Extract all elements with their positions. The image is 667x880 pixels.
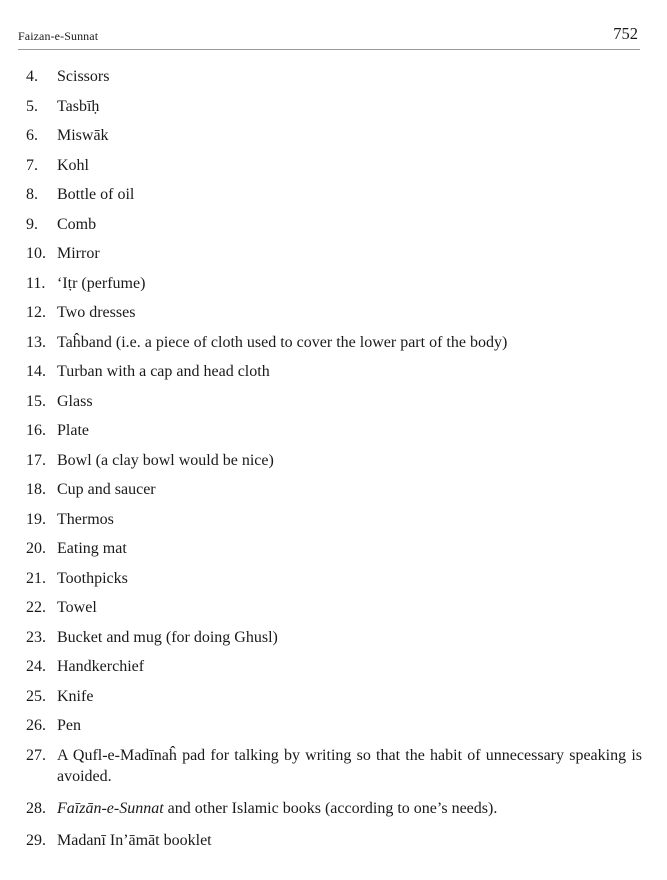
list-item [26,479,642,500]
item-number: 13. [26,333,46,351]
item-number: 15. [26,392,46,410]
list-item [26,830,642,851]
item-number: 21. [26,569,46,587]
item-number: 11. [26,274,46,292]
item-list [26,66,642,859]
item-text-wrapper [57,798,642,819]
item-number: 17. [26,451,46,469]
list-item [26,361,642,382]
item-text: Scissors [57,68,110,85]
list-item [26,214,642,235]
item-number: 20. [26,540,46,557]
item-text: Towel [57,599,97,616]
list-item [26,656,642,677]
running-title: Faizan-e-Sunnat [18,29,99,43]
item-text: ‘Iṭr (perfume) [57,274,146,292]
item-text: Handkerchief [57,658,145,675]
item-number: 22. [26,599,46,616]
item-number: 28. [26,799,46,817]
item-number: 5. [26,97,38,115]
item-number: 16. [26,422,46,439]
list-item [26,686,642,707]
item-text: Kohl [57,156,89,174]
item-text: Plate [57,422,89,439]
item-number: 24. [26,658,46,675]
list-item [26,538,642,559]
item-number: 19. [26,510,46,528]
item-text: Turban with a cap and head cloth [57,363,270,380]
list-item [26,568,642,589]
list-item [26,745,642,787]
item-text: Cup and saucer [57,481,156,498]
list-item [26,96,642,117]
item-text: Taĥband (i.e. a piece of cloth used to cover the lower part of the body) [57,333,508,351]
item-text: Toothpicks [57,569,128,587]
item-number: 10. [26,245,46,262]
item-text: Mirror [57,245,100,262]
item-text: Glass [57,392,93,410]
list-item [26,450,642,471]
item-number: 29. [26,831,46,849]
list-item [26,332,642,353]
item-text: Two dresses [57,304,136,321]
list-item [26,184,642,205]
item-text: Miswāk [57,127,109,144]
item-text: Comb [57,215,97,233]
list-item [26,391,642,412]
item-text: Pen [57,717,81,734]
item-text: and other Islamic books (according to one’s needs). [163,799,498,817]
item-number: 8. [26,186,38,203]
page-header [18,22,640,50]
item-text: Tasbīḥ [57,97,100,115]
book-title: Faīzān-e-Sunnat [57,799,164,817]
item-text: Madanī In’āmāt booklet [57,831,212,849]
list-item [26,302,642,323]
item-number: 12. [26,304,46,321]
item-text: Knife [57,687,94,705]
item-number: 6. [26,127,38,144]
item-number: 18. [26,481,46,498]
item-number: 27. [26,746,46,764]
list-item [26,715,642,736]
item-text: Eating mat [57,540,127,557]
item-text: Bottle of oil [57,186,135,203]
item-number: 26. [26,717,46,734]
item-number: 23. [26,628,46,646]
item-number: 25. [26,687,46,705]
item-text: Bowl (a clay bowl would be nice) [57,451,274,469]
item-number: 14. [26,363,46,380]
item-text: Thermos [57,510,114,528]
item-number: 9. [26,215,38,233]
page-number: 752 [613,24,638,43]
list-item [26,155,642,176]
list-item [26,420,642,441]
item-number: 7. [26,156,38,174]
list-item [26,243,642,264]
item-text: Bucket and mug (for doing Ghusl) [57,628,278,646]
item-text: A Qufl-e-Madīnaĥ pad for talking by writing so that the habit of unnecessary speaking is avoided. [57,746,642,785]
list-item [26,798,642,819]
list-item [26,597,642,618]
list-item [26,66,642,87]
list-item [26,273,642,294]
list-item [26,125,642,146]
list-item [26,509,642,530]
item-number: 4. [26,68,38,85]
list-item [26,627,642,648]
